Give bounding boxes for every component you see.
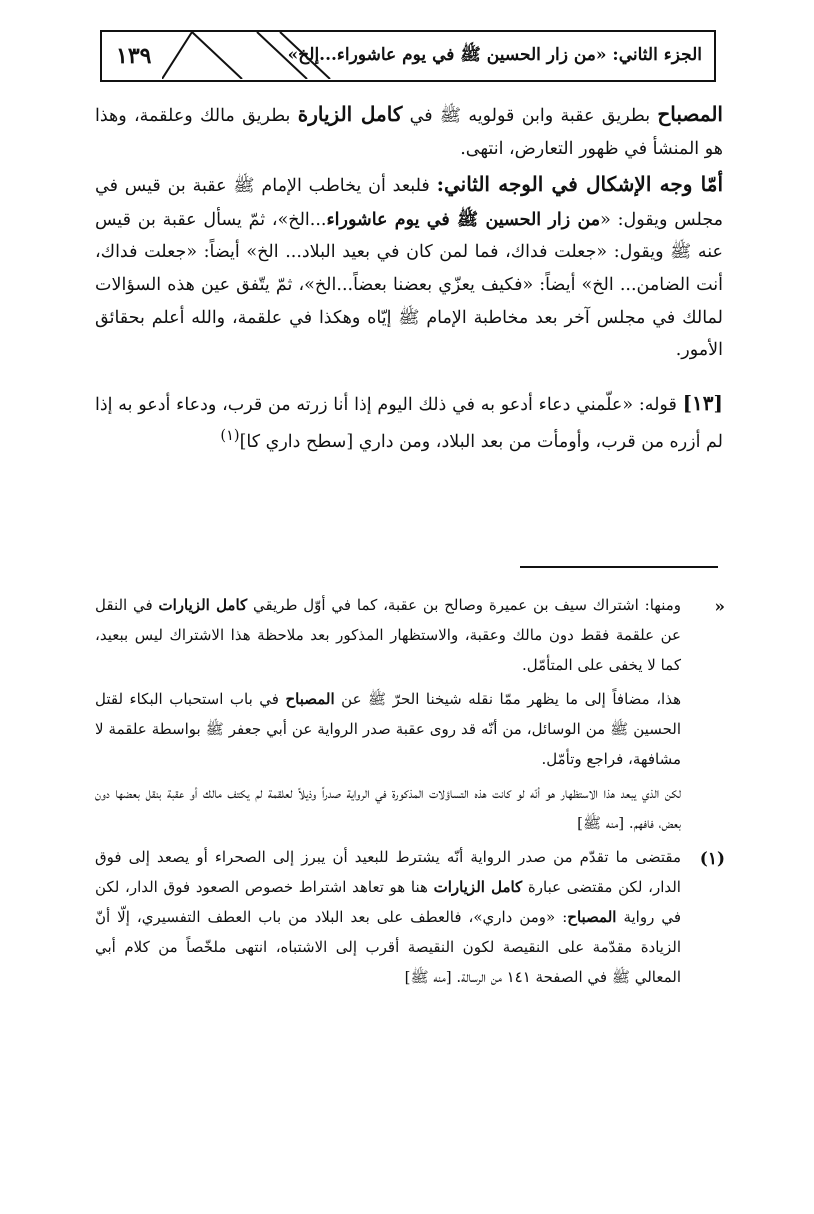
footnote-paragraph bbox=[95, 684, 681, 774]
header-decoration bbox=[162, 32, 352, 79]
bold-term: المصباح bbox=[657, 102, 723, 126]
continuation-mark: « bbox=[714, 597, 725, 617]
bold-term: كامل الزيارات bbox=[433, 878, 523, 896]
text-run: مقتضى ما تقدّم من صدر الرواية أنّه يشترط للبعيد أن يبرز إلى الصحراء أو يصعد إلى فوق الدار، لكن مقتضى عبارة bbox=[95, 848, 681, 896]
bold-term: المصباح bbox=[567, 908, 617, 926]
footnote-paragraph: لكن الذي يبعد هذا الاستظهار هو أنّه لو كانت هذه التساؤلات المذكورة في الرواية صدراً وذيلاً لعلقمة لم يكتف مالك أو عقبة بنقل بعضها دون بعض، فافهم. [منه ﷺ] bbox=[95, 784, 681, 832]
text-run: هذا، مضافاً إلى ما يظهر ممّا نقله شيخنا الحرّ ﷺ عن bbox=[334, 690, 681, 708]
main-text bbox=[95, 96, 723, 459]
footnote-1 bbox=[95, 842, 725, 992]
text-run: في النقل عن علقمة فقط دون مالك وعقبة، والاستظهار المذكور بعد ملاحظة هذا الاشتراك ليس ببعيد، كما لا يخفى على المتأمّل. bbox=[95, 596, 681, 674]
footnotes bbox=[95, 590, 725, 996]
text-run: هنا هو تعاهد اشتراط خصوص الصعود فوق الدار، لكن في رواية bbox=[95, 878, 681, 926]
footnote-ref: (١) bbox=[220, 427, 240, 445]
paragraph-3 bbox=[95, 385, 723, 459]
section-heading: أمّا وجه الإشكال في الوجه الثاني: bbox=[436, 172, 723, 197]
page-number: ١٣٩ bbox=[116, 43, 152, 69]
footnote-paragraph bbox=[95, 590, 681, 680]
bold-term: المصباح bbox=[285, 690, 335, 708]
bold-term: كامل الزيارات bbox=[158, 596, 248, 614]
text-run: فلبعد أن يخاطب الإمام ﷺ عقبة بن قيس في مجلس ويقول: « bbox=[95, 176, 723, 230]
paragraph-1 bbox=[95, 96, 723, 166]
paragraph-2 bbox=[95, 166, 723, 367]
footnote-divider bbox=[520, 566, 718, 568]
text-run: بطريق مالك وعلقمة، وهذا هو المنشأ في ظهور التعارض، انتهى. bbox=[95, 106, 723, 160]
footnote-number: (١) bbox=[699, 849, 725, 869]
text-run: قوله: «علّمني دعاء أدعو به في ذلك اليوم إذا أنا زرته من قرب، ودعاء أدعو به إذا لم أزره من قرب، وأومأت من بعد البلاد، ومن داري [سطح داري كا] bbox=[95, 395, 723, 453]
item-number: [١٣] bbox=[682, 391, 723, 416]
text-run: ومنها: اشتراك سيف بن عميرة وصالح بن عقبة، كما في أوّل طريقي bbox=[247, 596, 682, 614]
header-title: الجزء الثاني: «من زار الحسين ﷺ في يوم عاشوراء...إلخ» bbox=[287, 44, 702, 65]
text-run: في باب استحباب البكاء لقتل الحسين ﷺ من الوسائل، من أنّه قد روى عقبة صدر الرواية عن أبي جعفر ﷺ بواسطة علقمة لا مشافهة، فراجع وتأمّل. bbox=[95, 690, 681, 768]
bold-term: كامل الزيارة bbox=[297, 102, 403, 126]
footnote-paragraph bbox=[95, 842, 681, 992]
footnote-continuation bbox=[95, 590, 725, 838]
text-run: ...الخ»، ثمّ يسأل عقبة بن قيس عنه ﷺ ويقول: «جعلت فداك، فما لمن كان في بعيد البلاد... الخ» أيضاً: «جعلت فداك، أنت الضامن... الخ» أيضاً: «فكيف يعزّي بعضنا بعضاً...الخ»، ثمّ يتّفق عين هذه السؤالات لمالك في مجلس آخر بعد مخاطبة الإمام ﷺ إيّاه وهكذا في علقمة، والله أعلم بحقائق الأمور. bbox=[95, 209, 723, 361]
text-run: بطريق عقبة وابن قولويه ﷺ في bbox=[402, 106, 658, 126]
running-header bbox=[100, 30, 716, 82]
bold-quote: من زار الحسين ﷺ في يوم عاشوراء bbox=[326, 209, 601, 230]
text-run: : «ومن داري»، فالعطف على بعد البلاد من باب العطف التفسيري، إلّا أنّ الزيادة مقدّمة على النقيصة لكون النقيصة أقرب إلى الاشتباه، انتهى ملخّصاً من كلام أبي المعالي ﷺ في الصفحة ١٤١ من الرسالة. [منه ﷺ] bbox=[95, 908, 681, 986]
